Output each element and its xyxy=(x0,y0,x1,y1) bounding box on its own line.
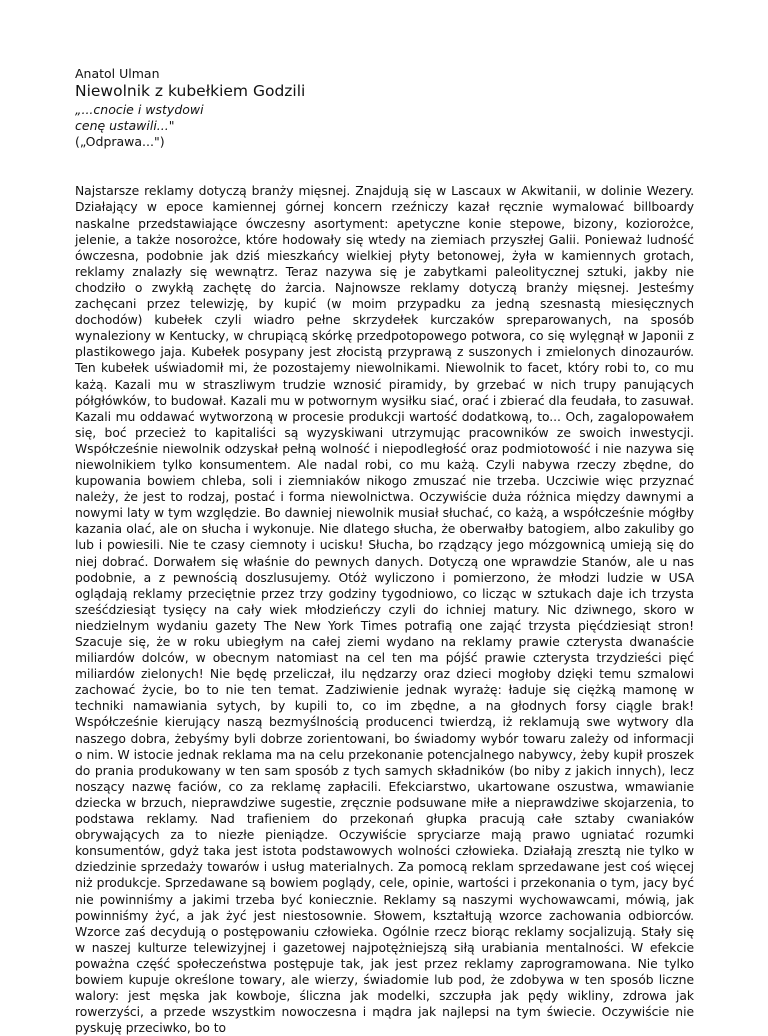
article-title: Niewolnik z kubełkiem Godzili xyxy=(75,82,306,100)
author-name: Anatol Ulman xyxy=(75,66,160,81)
epigraph xyxy=(75,102,694,149)
document-page xyxy=(75,66,694,1036)
epigraph-line-1: „...cnocie i wstydowi xyxy=(75,102,204,117)
epigraph-source: („Odprawa...") xyxy=(75,133,165,149)
epigraph-line-2: cenę ustawili..." xyxy=(75,117,175,133)
article-body: Najstarsze reklamy dotyczą branży mięsnej. Znajdują się w Lascaux w Akwitanii, w dolinie Wezery. Działający w epoce kamiennej górnej koncern rzeźniczy kazał ręcznie wymalować billboardy naskalne przedstawiające ówczesny asortyment: apetyczne konie stepowe, bizony, koziorożce, jelenie, a także nosorożce, które hodowały się wtedy na ziemiach przyszłej Galii. Ponieważ ludność ówczesna, podobnie jak dziś mieszkańcy wielkiej płyty betonowej, żyła w kamiennych grotach, reklamy znalazły się wewnątrz. Teraz nazywa się je zabytkami paleolitycznej sztuki, jakby nie chodziło o zwykłą zachętę do żarcia. Najnowsze reklamy dotyczą branży mięsnej. Jesteśmy zachęcani przez telewizję, by kupić (w moim przypadku za jedną szesnastą miesięcznych dochodów) kubełek czyli wiadro pełne skrzydełek kurczaków spreparowanych, na sposób wynaleziony w Kentucky, w chrupiącą skórkę przedpotopowego potwora, co się wylęgnął w Japonii z plastikowego jaja. Kubełek posypany jest złocistą przyprawą z suszonych i zmielonych dinozaurów. Ten kubełek uświadomił mi, że pozostajemy niewolnikami. Niewolnik to facet, który robi to, co mu każą. Kazali mu w straszliwym trudzie wznosić piramidy, by grzebać w nich trupy panujących półgłówków, to budował. Kazali mu w potwornym wysiłku siać, orać i zbierać dla feudała, to zasuwał. Kazali mu oddawać wytworzoną w procesie produkcji wartość dodatkową, to... Och, zagalopowałem się, boć przecież to kapitaliści są wyzyskiwani utrzymując pracowników ze swoich inwestycji. Współcześnie niewolnik odzyskał pełną wolność i niepodległość oraz podmiotowość i nie nazywa się niewolnikiem tylko konsumentem. Ale nadal robi, co mu każą. Czyli nabywa rzeczy zbędne, do kupowania bowiem chleba, soli i ziemniaków nikogo zmuszać nie trzeba. Uczciwie więc przyznać należy, że jest to rodzaj, postać i forma niewolnictwa. Oczywiście duża różnica między dawnymi a nowymi laty w tym względzie. Bo dawniej niewolnik musiał słuchać, co każą, a współcześnie mógłby kazania olać, ale on słucha i wykonuje. Nie dlatego słucha, że oberwałby batogiem, albo zakuliby go lub i powiesili. Nie te czasy ciemnoty i ucisku! Słucha, bo rządzący jego mózgownicą umieją się do niej dobrać. Dorwałem się właśnie do pewnych danych. Dotyczą one wprawdzie Stanów, ale u nas podobnie, a z pewnością doszlusujemy. Otóż wyliczono i pomierzono, że młodzi ludzie w USA oglądają reklamy przeciętnie przez trzy godziny tygodniowo, co licząc w sztukach daje ich trzysta sześćdziesiąt tysięcy na cały wiek młodzieńczy czyli do ichniej matury. Nic dziwnego, skoro w niedzielnym wydaniu gazety The New York Times potrafią one zająć trzysta pięćdziesiąt stron! Szacuje się, że w roku ubiegłym na całej ziemi wydano na reklamy prawie czterysta dwanaście miliardów dolców, w obecnym natomiast na cel ten ma pójść prawie czterysta trzydzieści pięć miliardów zielonych! Nie będę przeliczał, ilu nędzarzy oraz dzieci mogłoby dzięki temu szmalowi zachować życie, bo to nie ten temat. Zadziwienie jednak wyrażę: ładuje się ciężką mamonę w techniki namawiania sytych, by kupili to, co im zbędne, a na głodnych forsy ciągle brak! Współcześnie kierujący naszą bezmyślnością producenci twierdzą, iż reklamują swe wytwory dla naszego dobra, żebyśmy byli dobrze zorientowani, bo świadomy wybór towaru zależy od informacji o nim. W istocie jednak reklama ma na celu przekonanie potencjalnego nabywcy, żeby kupił proszek do prania produkowany w ten sam sposób z tych samych składników (bo niby z jakich innych), lecz noszący nazwę faciów, co za reklamę zapłacili. Efekciarstwo, ukartowane oszustwa, wmawianie dziecka w brzuch, nieprawdziwe sugestie, zręcznie podsuwane miłe a nieprawdziwe skojarzenia, to podstawa reklamy. Nad trafieniem do przekonań głupka pracują całe sztaby cwaniaków obrywających za to niezłe pieniądze. Oczywiście spryciarze mają prawo ugniatać rozumki konsumentów, gdyż taka jest istota podstawowych wolności człowieka. Działają zresztą nie tylko w dziedzinie sprzedaży towarów i usług materialnych. Za pomocą reklam sprzedawane jest coś więcej niż produkcje. Sprzedawane są bowiem poglądy, cele, opinie, wartości i przekonania o tym, jacy być nie powinniśmy a jakimi trzeba być koniecznie. Reklamy są naszymi wychowawcami, mówią, jak powinniśmy żyć, a jak żyć jest niestosownie. Słowem, kształtują wzorce zachowania odbiorców. Wzorce zaś decydują o postępowaniu człowieka. Ogólnie rzecz biorąc reklamy socjalizują. Stały się w naszej kulturze telewizyjnej i gazetowej najpotężniejszą siłą urabiania mentalności. W efekcie poważna część społeczeństwa postępuje tak, jak jest przez reklamy zaprogramowana. Nie tylko bowiem kupuje określone towary, ale wierzy, świadomie lub pod, że zdobywa w ten sposób liczne walory: jest męska jak kowboje, śliczna jak modelki, szczupła jak pędy wikliny, zdrowa jak rowerzyści, a przede wszystkim nowoczesna i mądra jak najlepsi na tym świecie. Oczywiście nie pyskuję przeciwko, bo to xyxy=(75,184,694,1036)
